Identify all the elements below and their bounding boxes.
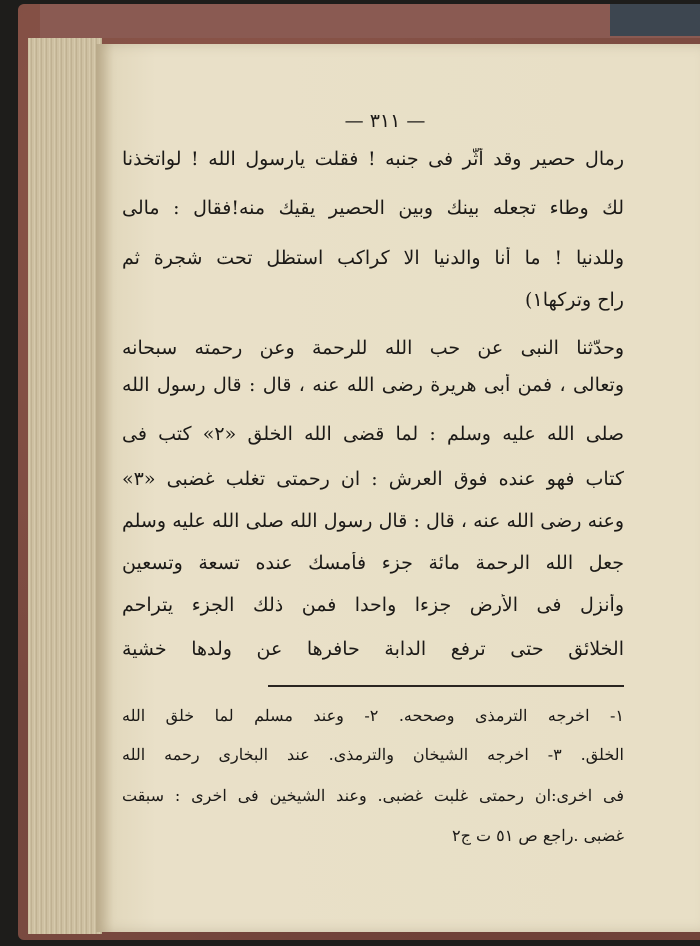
body-line-5: وحدّثنا النبى عن حب الله للرحمة وعن رحمته سبحانه xyxy=(122,337,624,359)
page-number: — ٣١١ — xyxy=(344,110,426,132)
footnote-line-2: الخلق. ٣- اخرجه الشيخان والترمذى. عند البخارى رحمه الله xyxy=(122,745,624,764)
body-line-4: راح وتركها١) xyxy=(525,289,624,311)
body-line-12: الخلائق حتى ترفع الدابة حافرها عن ولدها خشية xyxy=(122,638,624,660)
body-line-10: جعل الله الرحمة مائة جزء فأمسك عنده تسعة وتسعين xyxy=(122,552,624,574)
cover-top-edge xyxy=(40,4,700,38)
body-line-8: كتاب فهو عنده فوق العرش : ان رحمتى تغلب غضبى «٣» xyxy=(122,468,624,490)
footnote-line-4: غضبى .راجع ص ٥١ ت ج٢ xyxy=(451,826,624,845)
body-line-11: وأنزل فى الأرض جزءا واحدا فمن ذلك الجزء يتراحم xyxy=(122,594,624,616)
body-line-2: لك وطاء تجعله بينك وبين الحصير يقيك منه!فقال : مالى xyxy=(122,197,624,219)
body-line-9: وعنه رضى الله عنه ، قال : قال رسول الله صلى الله عليه وسلم xyxy=(122,510,624,532)
footnote-line-1: ١- اخرجه الترمذى وصححه. ٢- وعند مسلم لما خلق الله xyxy=(122,706,624,725)
cover-strap xyxy=(610,4,700,36)
footnote-line-3: فى اخرى:ان رحمتى غلبت غضبى. وعند الشيخين فى اخرى : سبقت xyxy=(122,786,624,805)
body-line-6: وتعالى ، فمن أبى هريرة رضى الله عنه ، قال : قال رسول الله xyxy=(122,374,624,396)
body-line-3: وللدنيا ! ما أنا والدنيا الا كراكب استظل تحت شجرة ثم xyxy=(122,247,624,269)
page-edges xyxy=(28,38,102,934)
body-line-7: صلى الله عليه وسلم : لما قضى الله الخلق «٢» كتب فى xyxy=(122,423,624,445)
footnote-divider xyxy=(268,685,624,687)
body-line-1: رمال حصير وقد أثّر فى جنبه ! فقلت يارسول الله ! لواتخذنا xyxy=(122,148,624,170)
